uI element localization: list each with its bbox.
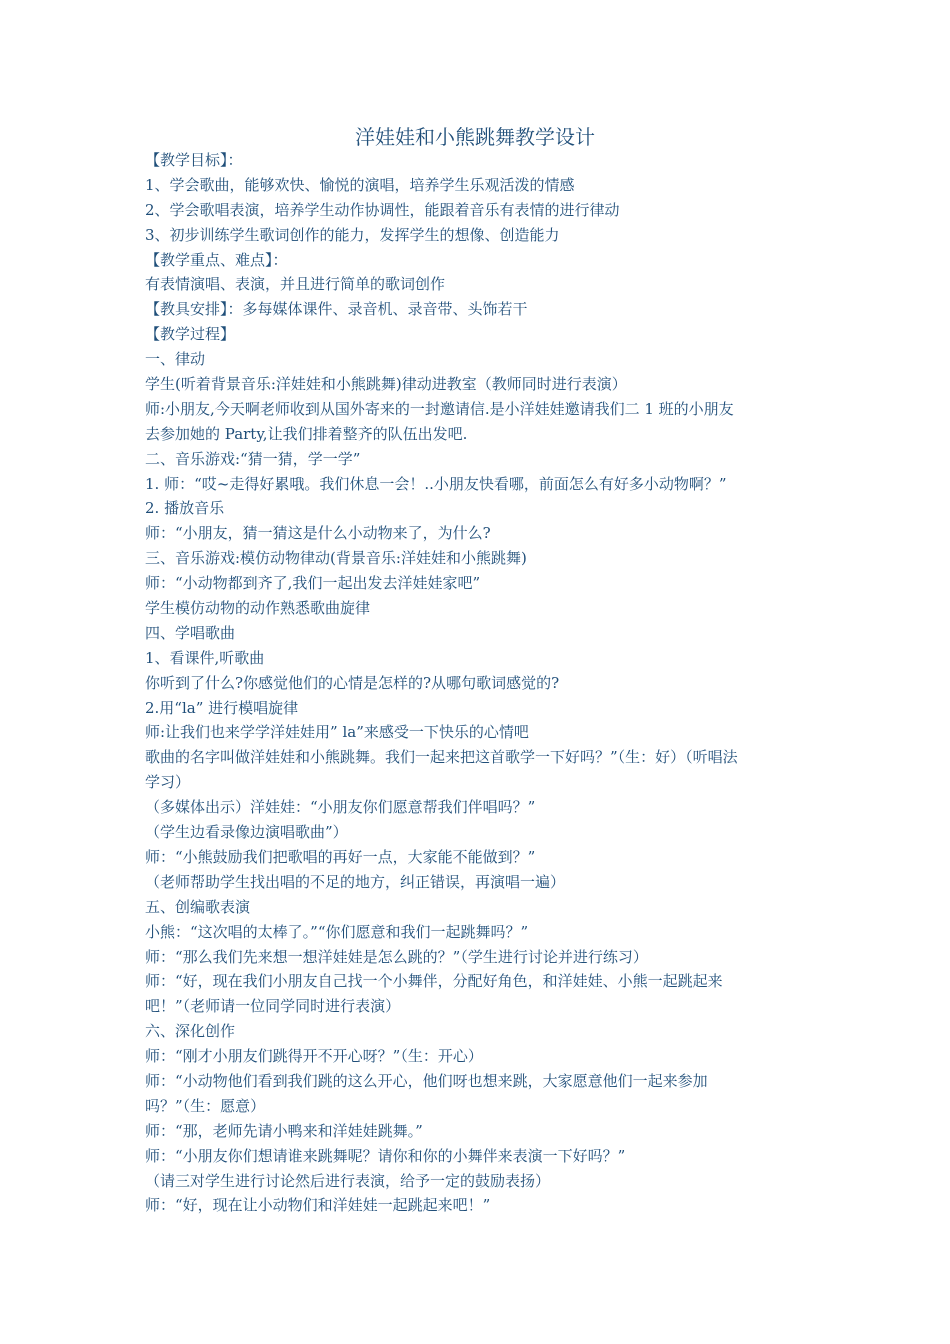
text-line: 2.用“la” 进行模唱旋律 bbox=[145, 698, 299, 717]
text-line: 【教具安排】：多每媒体课件、录音机、录音带、头饰若干 bbox=[145, 300, 528, 319]
text-line: 歌曲的名字叫做洋娃娃和小熊跳舞。我们一起来把这首歌学一下好吗？”（生：好）（听唱法 bbox=[145, 748, 738, 767]
text-line: 师:小朋友,今天啊老师收到从国外寄来的一封邀请信.是小洋娃娃邀请我们二 1 班的小朋友 bbox=[145, 399, 734, 418]
text-line: 去参加她的 Party,让我们排着整齐的队伍出发吧. bbox=[145, 424, 468, 443]
text-line: 师:让我们也来学学洋娃娃用” la”来感受一下快乐的心情吧 bbox=[145, 723, 529, 742]
text-line: 【教学过程】 bbox=[145, 325, 236, 344]
text-line: 师：“小动物都到齐了,我们一起出发去洋娃娃家吧” bbox=[145, 574, 481, 593]
text-line: 学习） bbox=[145, 773, 191, 792]
text-line: 2、学会歌唱表演，培养学生动作协调性，能跟着音乐有表情的进行律动 bbox=[145, 200, 620, 219]
text-line: 吗？”（生：愿意） bbox=[145, 1096, 266, 1115]
text-line: 学生模仿动物的动作熟悉歌曲旋律 bbox=[145, 599, 371, 618]
text-line: 小熊：“这次唱的太棒了。”“你们愿意和我们一起跳舞吗？” bbox=[145, 922, 529, 941]
text-line: 三、音乐游戏:模仿动物律动(背景音乐:洋娃娃和小熊跳舞) bbox=[145, 549, 527, 568]
text-line: 六、深化创作 bbox=[145, 1022, 236, 1041]
text-line: （学生边看录像边演唱歌曲”） bbox=[145, 823, 348, 842]
text-line: （老师帮助学生找出唱的不足的地方，纠正错误，再演唱一遍） bbox=[145, 872, 566, 891]
text-line: 四、学唱歌曲 bbox=[145, 623, 236, 642]
text-line: 学生(听着背景音乐:洋娃娃和小熊跳舞)律动进教室（教师同时进行表演） bbox=[145, 375, 627, 394]
text-line: （请三对学生进行讨论然后进行表演，给予一定的鼓励表扬） bbox=[145, 1171, 551, 1190]
document-body bbox=[145, 148, 825, 1218]
text-line: 师：“小朋友，猜一猜这是什么小动物来了，为什么? bbox=[145, 524, 491, 543]
text-line: 2. 播放音乐 bbox=[145, 499, 225, 518]
text-line: 师：“小熊鼓励我们把歌唱的再好一点，大家能不能做到？” bbox=[145, 847, 536, 866]
text-line: 【教学重点、难点】： bbox=[145, 250, 288, 269]
text-line: （多媒体出示）洋娃娃：“小朋友你们愿意帮我们伴唱吗？” bbox=[145, 798, 536, 817]
text-line: 3、初步训练学生歌词创作的能力，发挥学生的想像、创造能力 bbox=[145, 225, 560, 244]
text-line: 有表情演唱、表演，并且进行简单的歌词创作 bbox=[145, 275, 446, 294]
text-line: 1. 师：“哎~走得好累哦。我们休息一会！..小朋友快看哪，前面怎么有好多小动物啊？” bbox=[145, 474, 727, 493]
text-line: 师：“好，现在让小动物们和洋娃娃一起跳起来吧！” bbox=[145, 1196, 491, 1215]
text-line: 吧！”（老师请一位同学同时进行表演） bbox=[145, 997, 401, 1016]
text-line: 师：“那，老师先请小鸭来和洋娃娃跳舞。” bbox=[145, 1121, 423, 1140]
text-line: 师：“刚才小朋友们跳得开不开心呀？”（生：开心） bbox=[145, 1047, 483, 1066]
text-line: 【教学目标】： bbox=[145, 151, 243, 169]
text-line: 二、音乐游戏:“猜一猜，学一学” bbox=[145, 449, 361, 468]
text-line: 一、律动 bbox=[145, 350, 206, 369]
text-line: 师：“小动物他们看到我们跳的这么开心，他们呀也想来跳，大家愿意他们一起来参加 bbox=[145, 1071, 708, 1090]
text-line: 师：“小朋友你们想请谁来跳舞呢？请你和你的小舞伴来表演一下好吗？” bbox=[145, 1146, 626, 1165]
text-line: 1、学会歌曲，能够欢快、愉悦的演唱，培养学生乐观活泼的情感 bbox=[145, 175, 575, 194]
text-line: 五、创编歌表演 bbox=[145, 897, 251, 916]
text-line: 师：“那么我们先来想一想洋娃娃是怎么跳的？”（学生进行讨论并进行练习） bbox=[145, 947, 648, 966]
document-title: 洋娃娃和小熊跳舞教学设计 bbox=[355, 125, 595, 149]
text-line: 1、看课件,听歌曲 bbox=[145, 648, 265, 667]
text-line: 师：“好，现在我们小朋友自己找一个小舞伴，分配好角色，和洋娃娃、小熊一起跳起来 bbox=[145, 972, 723, 991]
text-line: 你听到了什么?你感觉他们的心情是怎样的?从哪句歌词感觉的? bbox=[145, 673, 560, 692]
